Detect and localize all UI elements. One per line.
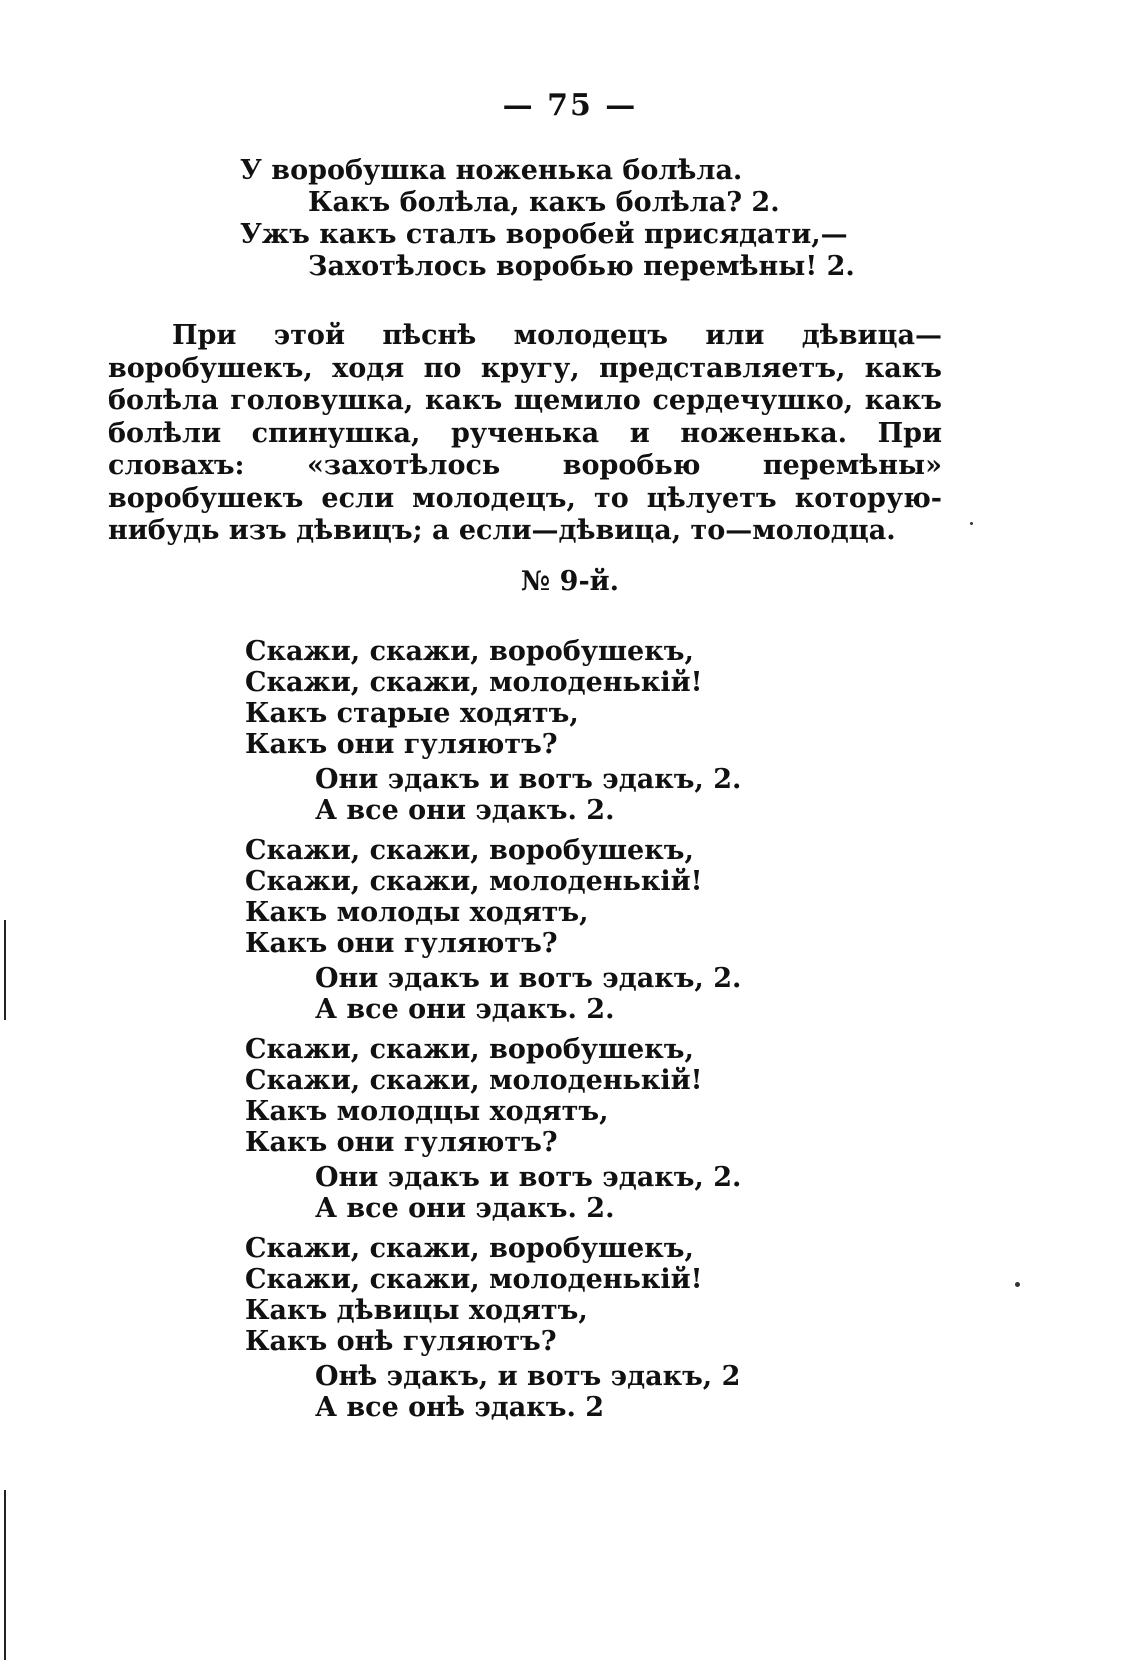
scan-speck bbox=[970, 522, 973, 525]
stanza bbox=[245, 636, 741, 760]
stanza-line: Какъ онѣ гуляютъ? bbox=[245, 1326, 557, 1357]
stanza-line: Скажи, скажи, воробушекъ, bbox=[245, 835, 694, 866]
verse-line: Ужъ какъ сталъ воробей присядати,— bbox=[240, 219, 848, 250]
verse-line: Захотѣлось воробью перемѣны! 2. bbox=[308, 251, 855, 282]
refrain bbox=[245, 764, 741, 826]
stanza-line: Скажи, скажи, молоденькій! bbox=[245, 1264, 703, 1295]
refrain-line: Они эдакъ и вотъ эдакъ, 2. bbox=[315, 764, 742, 795]
refrain-line: Они эдакъ и вотъ эдакъ, 2. bbox=[315, 1162, 742, 1193]
stanza-line: Скажи, скажи, воробушекъ, bbox=[245, 1034, 694, 1065]
stanza-line: Какъ они гуляютъ? bbox=[245, 1127, 558, 1158]
stanza bbox=[245, 835, 741, 959]
verse-line: Какъ болѣла, какъ болѣла? 2. bbox=[308, 187, 780, 218]
scan-edge-mark bbox=[4, 920, 6, 1020]
stanza-line: Какъ они гуляютъ? bbox=[245, 928, 558, 959]
stanza-line: Какъ молодцы ходятъ, bbox=[245, 1096, 609, 1127]
refrain-line: Онѣ эдакъ, и вотъ эдакъ, 2 bbox=[315, 1361, 741, 1392]
verse-line: У воробушка ноженька болѣла. bbox=[240, 155, 743, 186]
refrain-line: А все они эдакъ. 2. bbox=[315, 795, 615, 826]
description-paragraph: При этой пѣснѣ молодецъ или дѣвица—воробушекъ, ходя по кругу, представляетъ, какъ болѣла головушка, какъ щемило сердечушко, какъ болѣли спинушка, рученька и ноженька. При словахъ: «захотѣлось воробью перемѣны» воробушекъ если молодецъ, то цѣлуетъ которую-нибудь изъ дѣвицъ; а если—дѣвица, то—молодца. bbox=[108, 320, 942, 546]
stanza-line: Скажи, скажи, молоденькій! bbox=[245, 866, 703, 897]
stanza-line: Скажи, скажи, молоденькій! bbox=[245, 667, 703, 698]
stanza-line: Какъ они гуляютъ? bbox=[245, 729, 558, 760]
scan-edge-mark bbox=[4, 1490, 6, 1660]
stanza bbox=[245, 1034, 741, 1158]
stanza-line: Скажи, скажи, воробушекъ, bbox=[245, 1233, 694, 1264]
song-heading: № 9-й. bbox=[520, 566, 620, 597]
page-number: — 75 — bbox=[502, 88, 638, 123]
stanza-line: Скажи, скажи, молоденькій! bbox=[245, 1065, 703, 1096]
stanza-line: Какъ молоды ходятъ, bbox=[245, 897, 589, 928]
scan-speck bbox=[1015, 1282, 1020, 1287]
refrain-line: А все они эдакъ. 2. bbox=[315, 994, 615, 1025]
refrain-line: А все онѣ эдакъ. 2 bbox=[315, 1392, 605, 1423]
refrain bbox=[245, 963, 741, 1025]
stanza-line: Скажи, скажи, воробушекъ, bbox=[245, 636, 694, 667]
refrain bbox=[245, 1162, 741, 1224]
refrain-line: Они эдакъ и вотъ эдакъ, 2. bbox=[315, 963, 742, 994]
verse-top bbox=[240, 155, 855, 283]
stanza-line: Какъ дѣвицы ходятъ, bbox=[245, 1295, 588, 1326]
refrain-line: А все они эдакъ. 2. bbox=[315, 1193, 615, 1224]
song-text bbox=[245, 636, 741, 1432]
stanza bbox=[245, 1233, 741, 1357]
refrain bbox=[245, 1361, 741, 1423]
stanza-line: Какъ старые ходятъ, bbox=[245, 698, 579, 729]
